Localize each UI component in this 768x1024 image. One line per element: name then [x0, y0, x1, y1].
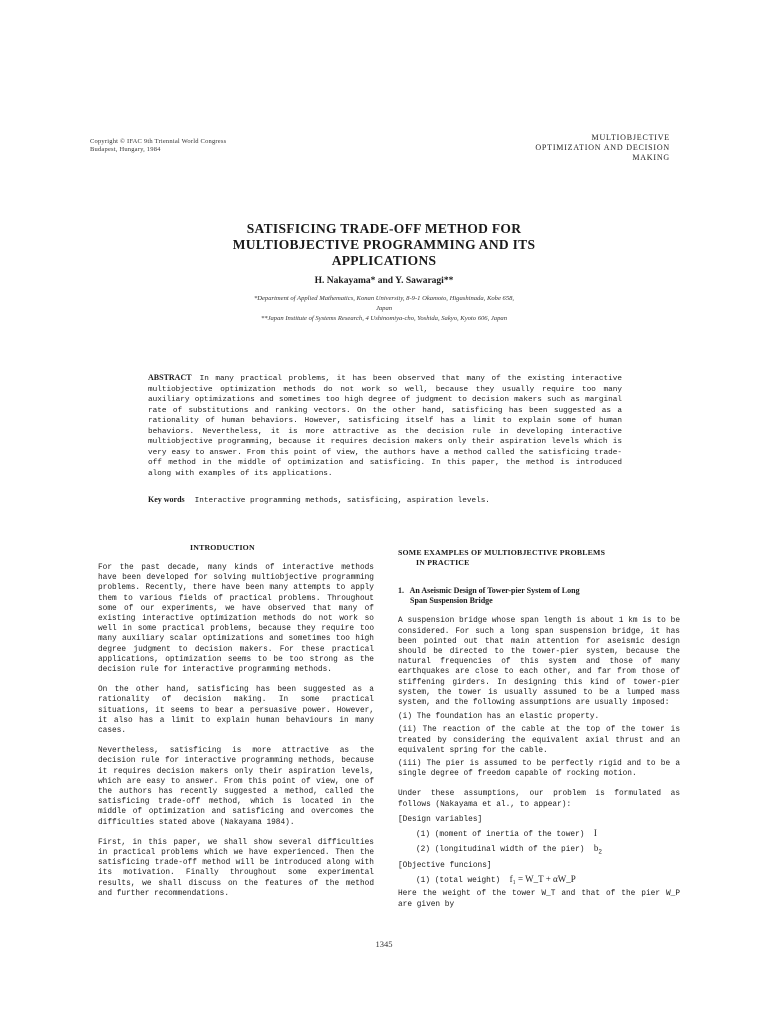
abstract-text: In many practical problems, it has been observed that many of the existing interactive multiobjective optimization methods do not work so well, because they usually require too many auxiliary optimizations and sometimes too high degree of judgment to decision makers such as marginal rate of substitutions and ranking vectors. On the other hand, satisficing has been suggested as a rationality of human behaviors. However, satisficing itself has a limit to explain some of human behaviors. Nevertheless, it is more attractive as the decision rule in developing interactive multiobjective programming, because it requires decision makers only their aspiration levels which is very easy to answer. From this point of view, the authors have a method called the satisficing trade-off method in the middle of optimization and satisficing. In this paper, the method is introduced along with examples of its applications. — [148, 375, 622, 478]
page-number: 1345 — [375, 939, 393, 949]
paper-title — [0, 221, 768, 269]
subsection-number: 1. — [398, 586, 404, 596]
assumption-item: (ii) The reaction of the cable at the top of the tower is treated by considering the equivalent axial thrust and an equivalent spring for the cable. — [398, 726, 680, 755]
section-heading-introduction: INTRODUCTION — [190, 543, 255, 552]
body-paragraph: A suspension bridge whose span length is about 1 km is to be considered. For such a long span suspension bridge, it has been pointed out that main attention for aseismic design should be directed to the tower-pier system, because the natural frequencies of this system and those of many earthquakes are close to each other, and far from those of stiffening girders. In designing this kind of tower-pier system, the tower is usually assumed to be a lumped mass system, and the following assumptions are usually imposed: — [398, 617, 680, 708]
design-variable-symbol: I — [593, 828, 597, 839]
objective-function-item — [398, 874, 680, 886]
design-variable-item — [398, 843, 680, 858]
assumption-item: (iii) The pier is assumed to be perfectly rigid and to be a single degree of freedom capable of rocking motion. — [398, 760, 680, 779]
copyright-line-1: Copyright © IFAC 9th Triennial World Congress — [90, 138, 227, 145]
authors: H. Nakayama* and Y. Sawaragi** — [314, 276, 454, 286]
design-variable-text: (1) (moment of inertia of the tower) — [416, 831, 585, 840]
abstract-label: ABSTRACT — [148, 373, 192, 382]
intro-paragraph: First, in this paper, we shall show several difficulties in practical problems which we have experienced. Then the satisficing trade-off method will be introduced along with its motivation. Finally throughout some experimental results, we shall discuss on the features of the method and further recommendations. — [98, 838, 374, 898]
intro-paragraph: On the other hand, satisficing has been suggested as a rationality of decision making. In some practical situations, it seems to bear a persuasive power. However, it also has a limit to explain human behaviours in many cases. — [98, 686, 374, 736]
title-line-3: APPLICATIONS — [331, 253, 437, 268]
body-paragraph: Under these assumptions, our problem is formulated as follows (Nakayama et al., to appear): — [398, 790, 680, 809]
keywords-text: Interactive programming methods, satisficing, aspiration levels. — [194, 497, 490, 505]
session-header — [535, 133, 670, 163]
intro-paragraph: Nevertheless, satisficing is more attractive as the decision rule for interactive programming methods, because it requires decision makers only their aspiration levels, which are easy to answer. From this point of view, one of the authors has recently suggested a method, called the satisficing trade-off method, which is located in the middle of optimization and satisficing and overcomes the difficulties stated above (Nakayama 1984). — [98, 747, 374, 827]
abstract — [148, 373, 622, 479]
title-line-2: MULTIOBJECTIVE PROGRAMMING AND ITS — [232, 237, 536, 252]
design-variable-subscript: 2 — [598, 848, 602, 856]
objective-functions-label: [Objective funcions] — [398, 862, 492, 871]
session-line-3: MAKING — [632, 153, 670, 162]
affiliations — [0, 294, 768, 324]
subsection-title-line-1: An Aseismic Design of Tower-pier System of Long — [409, 586, 580, 596]
subsection-heading — [398, 586, 680, 606]
body-paragraph: Here the weight of the tower W_T and that of the pier W_P are given by — [398, 890, 680, 909]
copyright-notice — [90, 138, 226, 154]
keywords — [148, 495, 622, 505]
affiliation-line-2: Japan — [375, 305, 393, 312]
right-column — [398, 548, 680, 920]
title-line-1: SATISFICING TRADE-OFF METHOD FOR — [246, 221, 522, 236]
design-variable-symbol: b — [593, 843, 599, 854]
affiliation-line-3: **Japan Institute of Systems Research, 4 Ushinomiya-cho, Yoshida, Sakyo, Kyoto 606, Japan — [260, 315, 507, 322]
examples-heading-line-2: IN PRACTICE — [416, 558, 470, 568]
design-variable-text: (2) (longitudinal width of the pier) — [416, 846, 585, 855]
objective-function-formula: f₁ = W_T + αW_P — [509, 874, 576, 885]
left-column — [98, 563, 374, 909]
design-variable-item — [398, 828, 680, 840]
intro-paragraph: For the past decade, many kinds of interactive methods have been developed for solving multiobjective programming problems. Recently, there have been many attempts to apply them to various fields of practical problems. Throughout some of our experiments, we have observed that many of existing interactive optimization methods do not work so well in some practical problems, because they require too many auxiliary scalar optimizations and sometimes too high degree judgment to decision makers. For these practical applications, optimization seems to be too strong as the decision rule for interactive programming methods. — [98, 564, 374, 675]
session-line-1: MULTIOBJECTIVE — [591, 133, 670, 142]
keywords-label: Key words — [148, 495, 185, 504]
subsection-title-line-2: Span Suspension Bridge — [410, 596, 493, 606]
assumption-item: (i) The foundation has an elastic property. — [398, 713, 600, 722]
objective-function-text: (1) (total weight) — [416, 877, 501, 886]
session-line-2: OPTIMIZATION AND DECISION — [535, 143, 670, 152]
copyright-line-2: Budapest, Hungary, 1984 — [90, 146, 161, 153]
section-heading-examples — [398, 548, 680, 568]
design-variables-label: [Design variables] — [398, 815, 483, 824]
examples-heading-line-1: SOME EXAMPLES OF MULTIOBJECTIVE PROBLEMS — [398, 548, 606, 557]
affiliation-line-1: *Department of Applied Mathematics, Konan University, 8-9-1 Okamoto, Higashinada, Kobe 658, — [253, 295, 515, 302]
